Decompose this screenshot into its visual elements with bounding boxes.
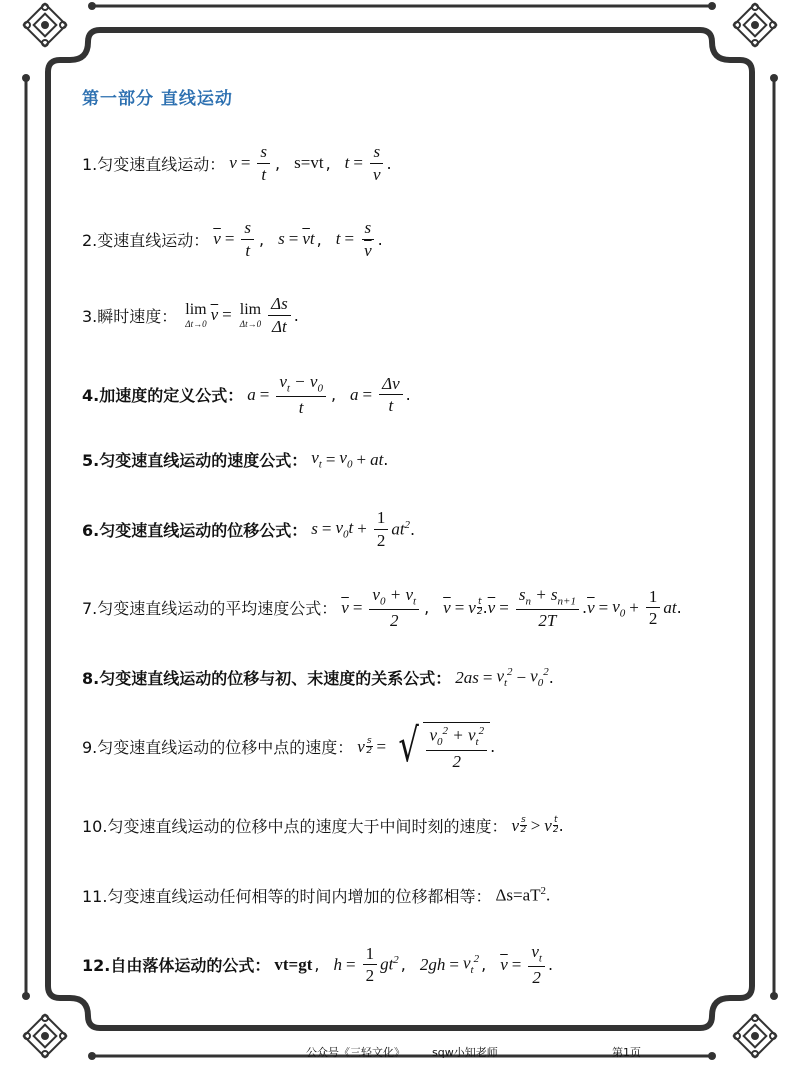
- formula-label: 9.匀变速直线运动的位移中点的速度：: [82, 738, 354, 758]
- formula-label: 7.匀变速直线运动的平均速度公式：: [82, 599, 338, 619]
- footer-author: sqw小知老师: [432, 1046, 498, 1059]
- formula-label: 5.匀变速直线运动的速度公式：: [82, 451, 308, 470]
- formula-label: 10.匀变速直线运动的位移中点的速度大于中间时刻的速度：: [82, 817, 508, 836]
- page-title: 第一部分 直线运动: [82, 89, 233, 109]
- formula-item-12: 12.自由落体运动的公式： vt=gt , h = $\frac{1}{2}$ $gt^2$ , 2gh = $v_t^2$ , $\overline{v}$ = $\frac{v_t}{2}$ .: [82, 942, 554, 988]
- formula-label: 1.匀变速直线运动：: [82, 154, 226, 174]
- formula-label: 4.加速度的定义公式：: [82, 386, 244, 406]
- formula-item-10: 10.匀变速直线运动的位移中点的速度大于中间时刻的速度： v s 2 > v t 2 .: [82, 815, 564, 836]
- formula-item-9: 9.匀变速直线运动的位移中点的速度： v $\frac{s}{2}$ = √ $\frac{v_0^2 + v_t^2}{2}$ .: [82, 718, 496, 772]
- footer-account: 公众号《三轻文化》: [306, 1046, 405, 1059]
- formula-item-11: 11.匀变速直线运动任何相等的时间内增加的位移都相等： $\Delta s=aT^2$.: [82, 885, 551, 906]
- formula-label: 8.匀变速直线运动的位移与初、末速度的关系公式：: [82, 669, 452, 689]
- formula-item-4: 4.加速度的定义公式： a = $\frac{v_t - v_0}{t}$ , a = $\frac{\Delta v}{t}$ .: [82, 372, 411, 418]
- formula-item-8: 8.匀变速直线运动的位移与初、末速度的关系公式： 2as = $v_t^2$ − $v_0^2$ .: [82, 666, 554, 690]
- formula-item-3: 3.瞬时速度： lim Δt→0 $\overline{v}$ = lim Δt→0 $\frac{\Delta s}{\Delta t}$ .: [82, 294, 299, 336]
- corner-ornament-top-right: [734, 4, 776, 46]
- corner-ornament-bottom-left: [24, 1015, 66, 1057]
- formula-item-1: 1.匀变速直线运动： v = $\frac{s}{t}$ , s=vt , t = $\frac{s}{v}$ .: [82, 142, 392, 184]
- formula-label: 12.自由落体运动的公式：: [82, 956, 271, 976]
- corner-ornament-bottom-right: [734, 1015, 776, 1057]
- formula-label: 3.瞬时速度：: [82, 306, 178, 326]
- corner-ornament-top-left: [24, 4, 66, 46]
- formula-label: 11.匀变速直线运动任何相等的时间内增加的位移都相等：: [82, 887, 492, 906]
- formula-item-5: 5.匀变速直线运动的速度公式： $v_t$ = $v_0$ + at .: [82, 448, 389, 471]
- formula-label: 2.变速直线运动：: [82, 230, 210, 250]
- formula-item-2: 2.变速直线运动： $\overline{v}$ = $\frac{s}{t}$ , s = $\overline{v}t$ , t = $\frac{s}{v}$ .: [82, 218, 383, 260]
- formula-label: 6.匀变速直线运动的位移公式：: [82, 520, 308, 540]
- formula-item-6: 6.匀变速直线运动的位移公式： s = $v_0t$ + $\frac{1}{2}$ $at^2$ .: [82, 508, 416, 550]
- footer-page-number: 第1页: [612, 1046, 641, 1059]
- formula-item-7: 7.匀变速直线运动的平均速度公式： $\overline{v}$ = $\frac{v_0 + v_t}{2}$ , $\overline{v}$ = v t 2 . $\overline{v}$ = $\frac{s_n + s_{n+1}}{2T}$ . $\overline{v}$ = $v_0$ + $\frac{1}{2}$ at .: [82, 585, 682, 631]
